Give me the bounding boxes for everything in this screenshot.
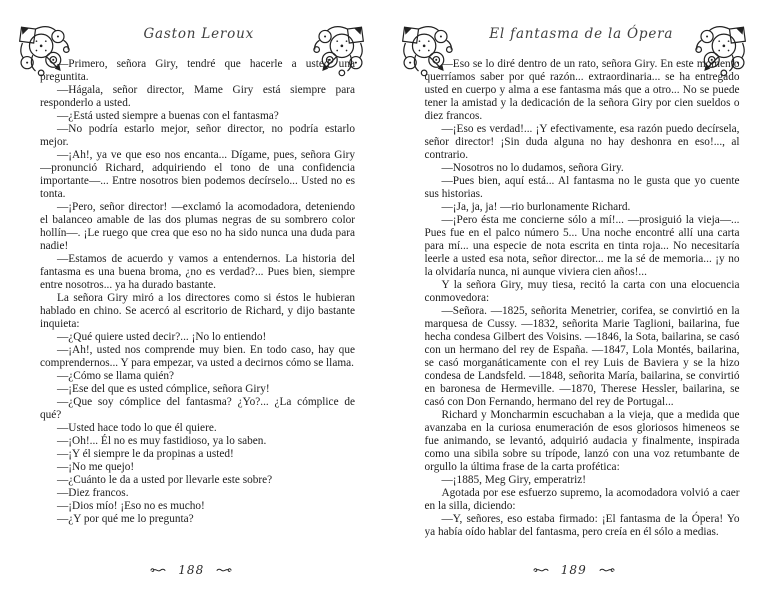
paragraph: —¡Dios mío! ¡Eso no es mucho! <box>57 500 205 512</box>
paragraph: —Primero, señora Giry, tendré que hacerle a usted una preguntita. <box>40 58 355 83</box>
footer-flourish-icon <box>598 566 617 575</box>
paragraph: Agotada por ese esfuerzo supremo, la acomodadora volvió a caer en la silla, diciendo: <box>424 487 740 512</box>
footer-flourish-icon <box>215 566 234 575</box>
page-footer <box>0 563 383 577</box>
paragraph: Richard y Moncharmin escuchaban a la vieja, que a medida que avanzaba en la curiosa enumeración de esos gloriosos himeneos se fue animando, se levantó, adquirió audacia y finalmente, inspirada como una sibila sobre su trípode, lanzó con una voz retumbante de orgullo la última frase de la carta profética: <box>424 409 740 473</box>
paragraph: —Estamos de acuerdo y vamos a entendernos. La historia del fantasma es una buena broma, ¿no es verdad?... Pues bien, siempre entre nosotros... ya ha durado bastante. <box>40 253 355 291</box>
paragraph: —Pues bien, aquí está... Al fantasma no le gusta que yo cuente sus historias. <box>424 175 740 200</box>
footer-flourish-icon <box>148 566 167 575</box>
paragraph: —Hágala, señor director, Mame Giry está siempre para responderlo a usted. <box>40 84 355 109</box>
paragraph: La señora Giry miró a los directores como si éstos le hubieran hablado en chino. Se acercó al escritorio de Richard, y dijo bastante inquieta: <box>40 292 355 330</box>
paragraph: —Eso se lo diré dentro de un rato, señora Giry. En este momento querríamos saber por qué razón... extraordinaria... se ha entregado usted en cuerpo y alma a ese fantasma más que a otro... No se puede tener la amistad y la dedicación de la señora Giry por cien sueldos o diez francos. <box>424 58 740 122</box>
paragraph: —Diez francos. <box>57 487 129 499</box>
paragraph: Y la señora Giry, muy tiesa, recitó la carta con una elocuencia conmovedora: <box>424 279 740 304</box>
paragraph: —¡Ese del que es usted cómplice, señora Giry! <box>57 383 270 395</box>
paragraph: —¿Qué quiere usted decir?... ¡No lo entiendo! <box>57 331 267 343</box>
paragraph: —Y, señores, eso estaba firmado: ¡El fantasma de la Ópera! Yo ya había oído hablar del fantasma, pero creía en él sólo a medias. <box>424 513 740 538</box>
paragraph: —¿Está usted siempre a buenas con el fantasma? <box>57 110 279 122</box>
paragraph: —¡1885, Meg Giry, emperatriz! <box>441 474 587 486</box>
page-text <box>40 58 355 526</box>
paragraph: —¿Cuánto le da a usted por llevarle este sobre? <box>57 474 273 486</box>
page-text <box>425 58 740 539</box>
footer-flourish-icon <box>531 566 550 575</box>
paragraph: —¡Oh!... Él no es muy fastidioso, ya lo saben. <box>57 435 267 447</box>
paragraph: —¡Y él siempre le da propinas a usted! <box>57 448 234 460</box>
page-right <box>383 0 765 595</box>
paragraph: —¡No me quejo! <box>57 461 135 473</box>
paragraph: —¿Cómo se llama quién? <box>57 370 175 382</box>
paragraph: —Nosotros no lo dudamos, señora Giry. <box>441 162 624 174</box>
running-header-author: Gaston Leroux <box>143 26 255 42</box>
paragraph: —¡Ah!, usted nos comprende muy bien. En todo caso, hay que comprendernos... Y para empezar, va usted a decirnos cómo se llama. <box>40 344 355 369</box>
paragraph: —¿Que soy cómplice del fantasma? ¿Yo?... ¿La cómplice de qué? <box>40 396 355 421</box>
running-header-title: El fantasma de la Ópera <box>489 26 674 42</box>
paragraph: —¡Ah!, ya ve que eso nos encanta... Dígame, pues, señora Giry —pronunció Richard, adquiriendo el tono de una confidencia importante—... Entre nosotros bien podemos decírselo... Usted no es tonta. <box>40 149 355 200</box>
paragraph: —¿Y por qué me lo pregunta? <box>57 513 194 525</box>
paragraph: —¡Eso es verdad!... ¡Y efectivamente, esa razón puedo decírsela, señor director! ¡Sin duda alguna no hay deshonra en eso!..., al contrario. <box>424 123 740 161</box>
paragraph: —No podría estarlo mejor, señor director, no podría estarlo mejor. <box>40 123 355 148</box>
paragraph: —¡Ja, ja, ja! —rio burlonamente Richard. <box>441 201 631 213</box>
paragraph: —¡Pero, señor director! —exclamó la acomodadora, deteniendo el balanceo amable de las dos plumas negras de su sombrero color hollín—. ¡Le ruego que crea que eso no ha sido nunca una duda para nadie! <box>40 201 355 252</box>
page-footer <box>383 563 765 577</box>
page-number: 188 <box>178 563 205 577</box>
paragraph: —¡Pero ésta me concierne sólo a mí!... —prosiguió la vieja—... Pues fue en el palco número 5... Una noche encontré allí una carta para mí... una especie de nota escrita en tinta roja... No necesitaría leerle a usted esa nota, señor director... me la sé de memoria... ¡y no la olvidaría nunca, ni aunque viviera cien años!... <box>424 214 740 278</box>
paragraph: —Señora. —1825, señorita Menetrier, corifea, se convirtió en la marquesa de Cussy. —1832, señorita Marie Taglioni, bailarina, fue hecha condesa Gilbert des Voisins. —1846, la Sota, bailarina, se casó con un hermano del rey de España. —1847, Lola Montés, bailarina, se casó morganáticamente con el rey Luis de Baviera y se la hizo condesa de Landsfeld. —1848, señorita María, bailarina, se convirtió en baronesa de Hermeville. —1870, Therese Hessler, bailarina, se casó con Don Fernando, hermano del rey de Portugal... <box>424 305 740 408</box>
paragraph: —Usted hace todo lo que él quiere. <box>57 422 217 434</box>
page-number: 189 <box>560 563 587 577</box>
